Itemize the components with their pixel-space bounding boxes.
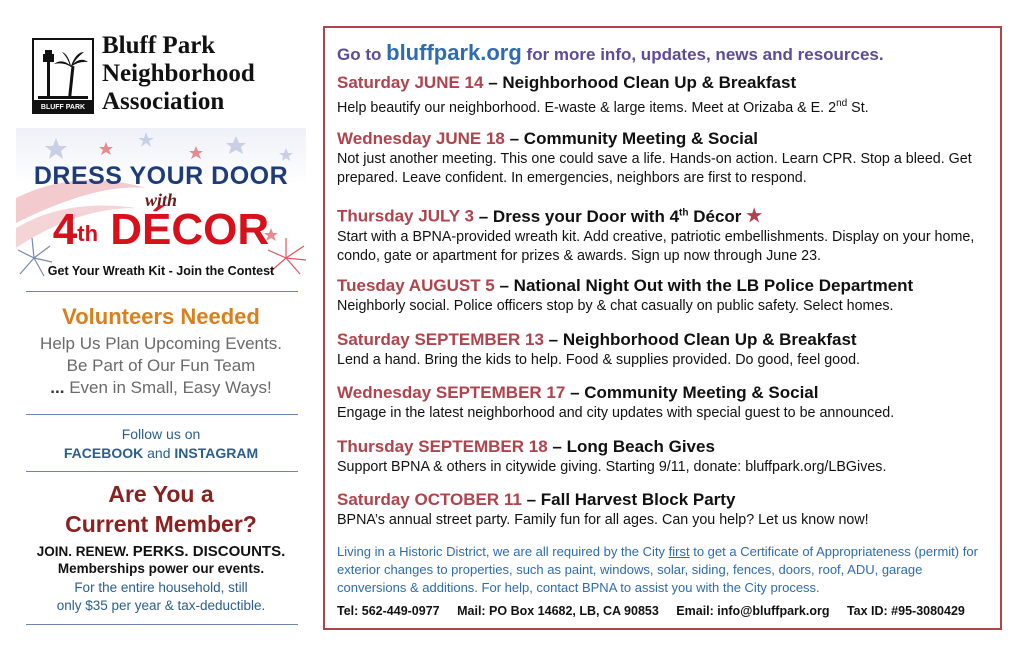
- event-heading: [337, 329, 992, 351]
- event-description: Start with a BPNA-provided wreath kit. Add creative, patriotic embellishments. Display on your home, condo, gate or apartment for prizes & awards. Sign up now through June 23.: [337, 228, 975, 264]
- event-title: – Community Meeting & Social: [570, 383, 819, 402]
- org-name-line-1: Bluff Park: [102, 32, 216, 59]
- org-name-line-3: Association: [102, 88, 225, 115]
- volunteers-line-3-text: Even in Small, Easy Ways!: [69, 378, 272, 397]
- event-heading: [337, 436, 992, 458]
- instagram-link[interactable]: INSTAGRAM: [174, 445, 259, 461]
- event-title: – Neighborhood Clean Up & Breakfast: [488, 73, 797, 92]
- event-title: – National Night Out with the LB Police Department: [499, 276, 914, 295]
- contact-email[interactable]: Email: info@bluffpark.org: [676, 604, 830, 618]
- social-and: and: [147, 445, 171, 461]
- event-item: [337, 275, 992, 316]
- event-date: Thursday JULY 3: [337, 206, 475, 226]
- event-heading: [337, 275, 992, 297]
- divider-3: [26, 471, 298, 472]
- event-date: Saturday OCTOBER 11: [337, 490, 522, 509]
- event-item: [337, 128, 992, 188]
- event-date: Wednesday SEPTEMBER 17: [337, 383, 566, 402]
- event-description: Not just another meeting. This one could save a life. Hands-on action. Learn CPR. Stop a bleed. Get prepared. Leave confident. In emergencies, neighbors are first to respond.: [337, 151, 972, 186]
- volunteers-line-2: Be Part of Our Fun Team: [66, 356, 256, 375]
- contact-tel[interactable]: Tel: 562-449-0977: [337, 604, 440, 618]
- event-heading: [337, 382, 992, 404]
- member-join-renew: [16, 543, 306, 560]
- event-heading: [337, 202, 992, 228]
- member-title-1: Are You a: [108, 481, 214, 507]
- event-heading: [337, 128, 992, 150]
- facebook-link[interactable]: FACEBOOK: [63, 445, 144, 461]
- promo-4th-decor: [16, 206, 306, 254]
- event-description-text: Help beautify our neighborhood. E-waste & large items. Meet at Orizaba & E. 2: [337, 99, 837, 116]
- star-icon: ★: [746, 205, 763, 226]
- event-date: Saturday SEPTEMBER 13: [337, 330, 544, 349]
- event-description: BPNA’s annual street party. Family fun for all ages. Can you help? Let us know now!: [337, 512, 869, 528]
- svg-text:BLUFF PARK: BLUFF PARK: [40, 104, 86, 111]
- promo-wreath-kit: Get Your Wreath Kit - Join the Contest: [47, 264, 275, 278]
- promo-with: with: [144, 190, 178, 210]
- event-date: Wednesday JUNE 18: [337, 129, 505, 148]
- website-link[interactable]: bluffpark.org: [386, 40, 522, 65]
- volunteers-line-1: Help Us Plan Upcoming Events.: [40, 334, 282, 353]
- dress-your-door-promo: [16, 128, 306, 294]
- event-title: [479, 207, 742, 226]
- event-description-end: St.: [847, 99, 869, 116]
- event-item: [337, 489, 992, 530]
- volunteers-title: Volunteers Needed: [62, 304, 260, 329]
- event-title: – Fall Harvest Block Party: [526, 490, 736, 509]
- event-item: [337, 72, 992, 118]
- event-item: [337, 436, 992, 477]
- social-links: [16, 445, 306, 461]
- promo-4: 4: [52, 205, 78, 254]
- event-title-sup: th: [679, 207, 689, 218]
- bluff-park-logo: [32, 38, 94, 114]
- events-panel: [323, 26, 1002, 630]
- left-column: [16, 28, 306, 628]
- event-description: Neighborly social. Police officers stop by & chat casually on public safety. Select homes.: [337, 298, 894, 314]
- event-title: – Long Beach Gives: [552, 437, 715, 456]
- goto-prefix: Go to: [337, 45, 382, 64]
- promo-th: th: [77, 221, 99, 246]
- volunteers-ellipsis: ...: [50, 378, 65, 397]
- event-title-end: Décor: [688, 206, 742, 226]
- event-heading: [337, 72, 992, 94]
- volunteers-line-3: [16, 378, 306, 398]
- goto-suffix: for more info, updates, news and resources.: [526, 45, 884, 64]
- member-price: only $35 per year & tax-deductible.: [56, 598, 266, 613]
- contact-tax-id: Tax ID: #95-3080429: [846, 604, 965, 618]
- event-item: [337, 202, 992, 266]
- historic-district-notice: [337, 543, 992, 597]
- event-description: Support BPNA & others in citywide giving. Starting 9/11, donate: bluffpark.org/LBGives.: [337, 459, 887, 475]
- follow-us-label: Follow us on: [121, 426, 201, 442]
- goto-website: [337, 40, 884, 66]
- contact-mail: Mail: PO Box 14682, LB, CA 90853: [457, 604, 659, 618]
- event-description: Engage in the latest neighborhood and city updates with special guest to be announced.: [337, 405, 895, 421]
- event-date: Saturday JUNE 14: [337, 73, 484, 92]
- divider-1: [26, 291, 298, 292]
- event-item: [337, 382, 992, 423]
- event-item: [337, 329, 992, 370]
- event-description: Lend a hand. Bring the kids to help. Food & supplies provided. Do good, feel good.: [337, 352, 860, 368]
- member-join-renew-b: PERKS. DISCOUNTS.: [132, 543, 286, 560]
- contact-info: [337, 604, 992, 618]
- member-power-events: Memberships power our events.: [57, 561, 265, 576]
- event-description-sup: nd: [836, 98, 848, 109]
- event-heading: [337, 489, 992, 511]
- event-title-text: – Dress your Door with 4: [478, 206, 680, 226]
- org-name-line-2: Neighborhood: [102, 60, 255, 87]
- historic-notice-first: first: [668, 544, 690, 559]
- divider-4: [26, 624, 298, 625]
- event-date: Thursday SEPTEMBER 18: [337, 437, 548, 456]
- event-title: – Community Meeting & Social: [509, 129, 759, 148]
- divider-2: [26, 414, 298, 415]
- event-description: [337, 94, 992, 118]
- event-date: Tuesday AUGUST 5: [337, 276, 495, 295]
- member-household: For the entire household, still: [74, 580, 248, 595]
- event-title: – Neighborhood Clean Up & Breakfast: [548, 330, 857, 349]
- member-title-2: Current Member?: [65, 511, 257, 537]
- promo-decor: DÉCOR: [110, 205, 270, 254]
- historic-notice-b: to get a Certificate of Appropriateness (permit) for exterior changes to properties, such as paint, windows, solar, siding, fences, doors, roof, ADU, garage conversions & additions. For help, contact BPNA to assist you with the City process.: [337, 544, 978, 595]
- historic-notice-a: Living in a Historic District, we are all required by the City: [337, 544, 666, 559]
- member-join-renew-a: JOIN. RENEW.: [36, 544, 129, 559]
- promo-dress-your-door: DRESS YOUR DOOR: [33, 162, 289, 190]
- org-name: [102, 32, 255, 116]
